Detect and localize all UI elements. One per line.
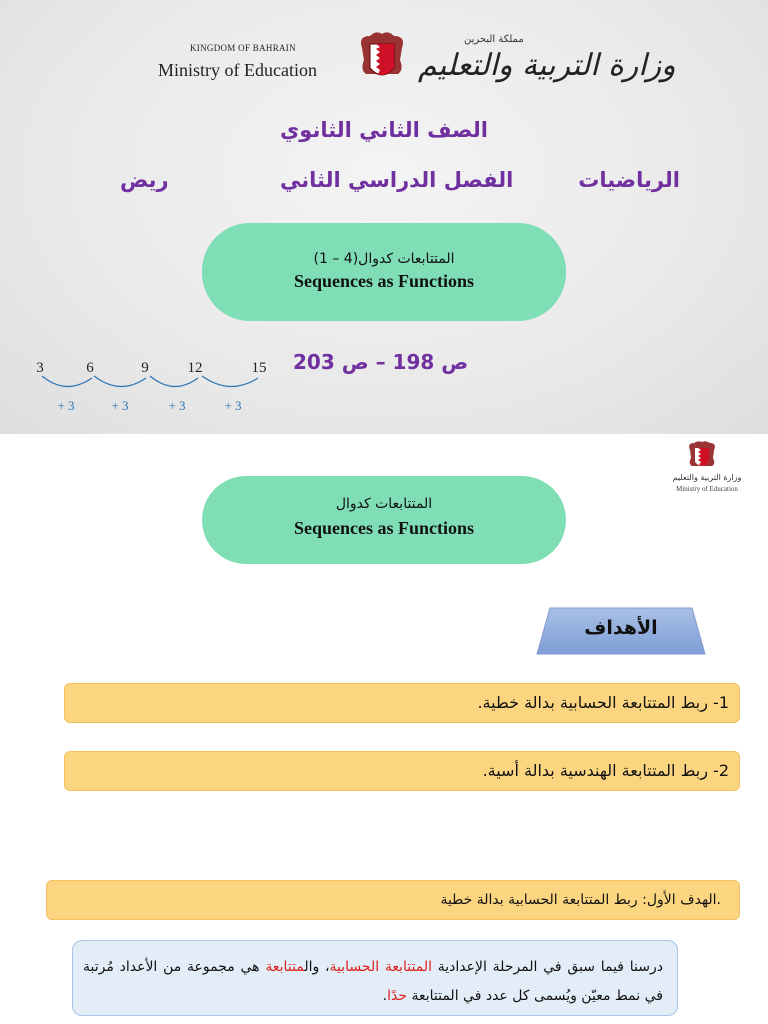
ministry-label-ar: وزارة التربية والتعليم bbox=[418, 48, 676, 83]
sequence-diagram bbox=[30, 354, 280, 414]
section-title-ar: المتتابعات كدوال bbox=[335, 496, 433, 512]
goals-label: الأهداف bbox=[584, 617, 658, 639]
note-highlight: حدًا bbox=[387, 988, 408, 1004]
sequence-term: 3 bbox=[36, 360, 44, 376]
sequence-difference: + 3 bbox=[111, 398, 129, 413]
definition-note bbox=[72, 940, 678, 1016]
first-goal-banner: .الهدف الأول: ربط المتتابعة الحسابية بدالة خطية bbox=[46, 880, 740, 920]
grade-title: الصف الثاني الثانوي bbox=[280, 118, 488, 142]
term-label: الفصل الدراسي الثاني bbox=[280, 168, 514, 192]
goal-item-2: 2- ربط المتتابعة الهندسية بدالة أسية. bbox=[64, 751, 740, 791]
note-text: درسنا فيما سبق في المرحلة الإعدادية bbox=[432, 959, 663, 975]
pages-label: ص 198 – ص 203 bbox=[293, 350, 469, 374]
course-code: ريض bbox=[120, 168, 169, 192]
sequence-term: 9 bbox=[141, 360, 149, 376]
sequence-difference: + 3 bbox=[168, 398, 186, 413]
sequence-arc bbox=[150, 376, 198, 387]
goals-tab bbox=[536, 607, 706, 655]
goal-item-1: 1- ربط المتتابعة الحسابية بدالة خطية. bbox=[64, 683, 740, 723]
subject-label: الرياضيات bbox=[578, 168, 680, 192]
ministry-label-en: Ministry of Education bbox=[158, 60, 317, 80]
lesson-title-ar: المتتابعات كدوال(4 – 1) bbox=[313, 251, 455, 267]
sequence-term: 12 bbox=[187, 360, 203, 376]
note-text: . bbox=[382, 988, 388, 1004]
lesson-title-box bbox=[202, 223, 566, 321]
bahrain-emblem-icon bbox=[354, 30, 410, 90]
sequence-difference: + 3 bbox=[224, 398, 242, 413]
kingdom-label-en: KINGDOM OF BAHRAIN bbox=[190, 43, 296, 53]
note-text: ، وال bbox=[304, 959, 330, 975]
sequence-term: 15 bbox=[251, 360, 267, 376]
note-highlight: متتابعة bbox=[265, 959, 305, 975]
lesson-title-en: Sequences as Functions bbox=[293, 271, 475, 291]
title-slide bbox=[0, 0, 768, 434]
sequence-term: 6 bbox=[86, 360, 94, 376]
sequence-arc bbox=[202, 376, 258, 387]
section-title-box bbox=[202, 476, 566, 564]
note-text: هي مجموعة من الأعداد مُرتبة في نمط معيّن ويُسمى كل عدد في المتتابعة bbox=[83, 959, 663, 1004]
ministry-label-ar-small: وزارة التربية والتعليم bbox=[672, 473, 742, 482]
ministry-label-en-small: Ministry of Education bbox=[676, 485, 738, 493]
note-highlight: المتتابعة الحسابية bbox=[329, 959, 432, 975]
section-title-en: Sequences as Functions bbox=[293, 518, 475, 538]
sequence-arc bbox=[94, 376, 146, 387]
kingdom-label-ar: مملكة البحرين bbox=[464, 34, 524, 45]
ministry-emblem-icon bbox=[684, 440, 720, 472]
sequence-arc bbox=[42, 376, 92, 387]
sequence-difference: + 3 bbox=[57, 398, 75, 413]
